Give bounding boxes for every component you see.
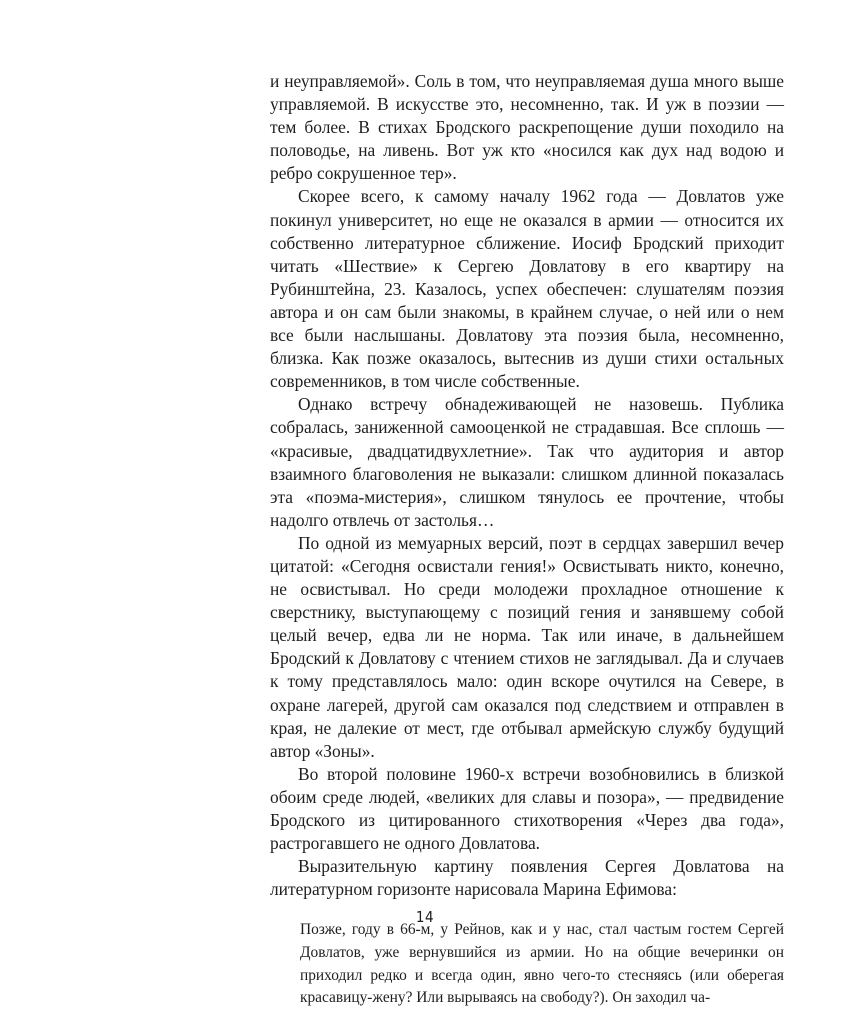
- paragraph: Выразительную картину появления Сергея Довлатова на литературном горизонте нарисовала Марина Ефимова:: [270, 856, 784, 900]
- paragraph: По одной из мемуарных версий, поэт в сердцах завершил вечер цитатой: «Сегодня освистали гения!» Освистывать никто, конечно, не освистывал. Но среди молодежи прохладное отношение к сверстнику, выступающему с позиций гения и занявшему собой целый вечер, едва ли не норма. Так или иначе, в дальнейшем Бродский к Довлатову с чтением стихов не заглядывал. Да и случаев к тому представлялось мало: один вскоре очутился на Севере, в охране лагерей, другой сам оказался под следствием и отправлен в края, не далекие от мест, где отбывал армейскую службу будущий автор «Зоны».: [270, 532, 784, 761]
- body-text: [270, 70, 784, 901]
- paragraph: Скорее всего, к самому началу 1962 года — Довлатов уже покинул университет, но еще не оказался в армии — относится их собственно литературное сближение. Иосиф Бродский приходит читать «Шествие» к Сергею Довлатову в его квартиру на Рубинштейна, 23. Казалось, успех обеспечен: слушателям поэзия автора и он сам были знакомы, в крайнем случае, о ней или о нем все были наслышаны. Довлатову эта поэзия была, несомненно, близка. Как позже оказалось, вытеснив из души стихи остальных современников, в том числе собственные.: [270, 186, 784, 392]
- page-content: [270, 70, 784, 1010]
- paragraph: Во второй половине 1960-х встречи возобновились в близкой обоим среде людей, «великих для славы и позора», — предвидение Бродского из цитированного стихотворения «Через два года», растрогавшего не одного Довлатова.: [270, 763, 784, 854]
- block-quote: [300, 919, 784, 1009]
- paragraph: и неуправляемой». Соль в том, что неуправляемая душа много выше управляемой. В искусстве это, несомненно, так. И уж в поэзии — тем более. В стихах Бродского раскрепощение души походило на половодье, на ливень. Вот уж кто «носился как дух над водою и ребро сокрушенное тер».: [270, 71, 784, 184]
- paragraph: Однако встречу обнадеживающей не назовешь. Публика собралась, заниженной самооценкой не страдавшая. Все сплошь — «красивые, двадцатидвухлетние». Так что аудитория и автор взаимного благоволения не выказали: слишком длинной показалась эта «поэма-мистерия», слишком тянулось ее прочтение, чтобы надолго отвлечь от застолья…: [270, 394, 784, 530]
- page-number: 14: [415, 908, 435, 926]
- quote-text: Позже, году в 66-м, у Рейнов, как и у нас, стал частым гостем Сергей Довлатов, уже вернувшийся из армии. Но на общие вечеринки он приходил редко и всегда один, явно чего-то стесняясь (или оберегая красавицу-жену? Или вырываясь на свободу?). Он заходил ча-: [300, 921, 784, 1007]
